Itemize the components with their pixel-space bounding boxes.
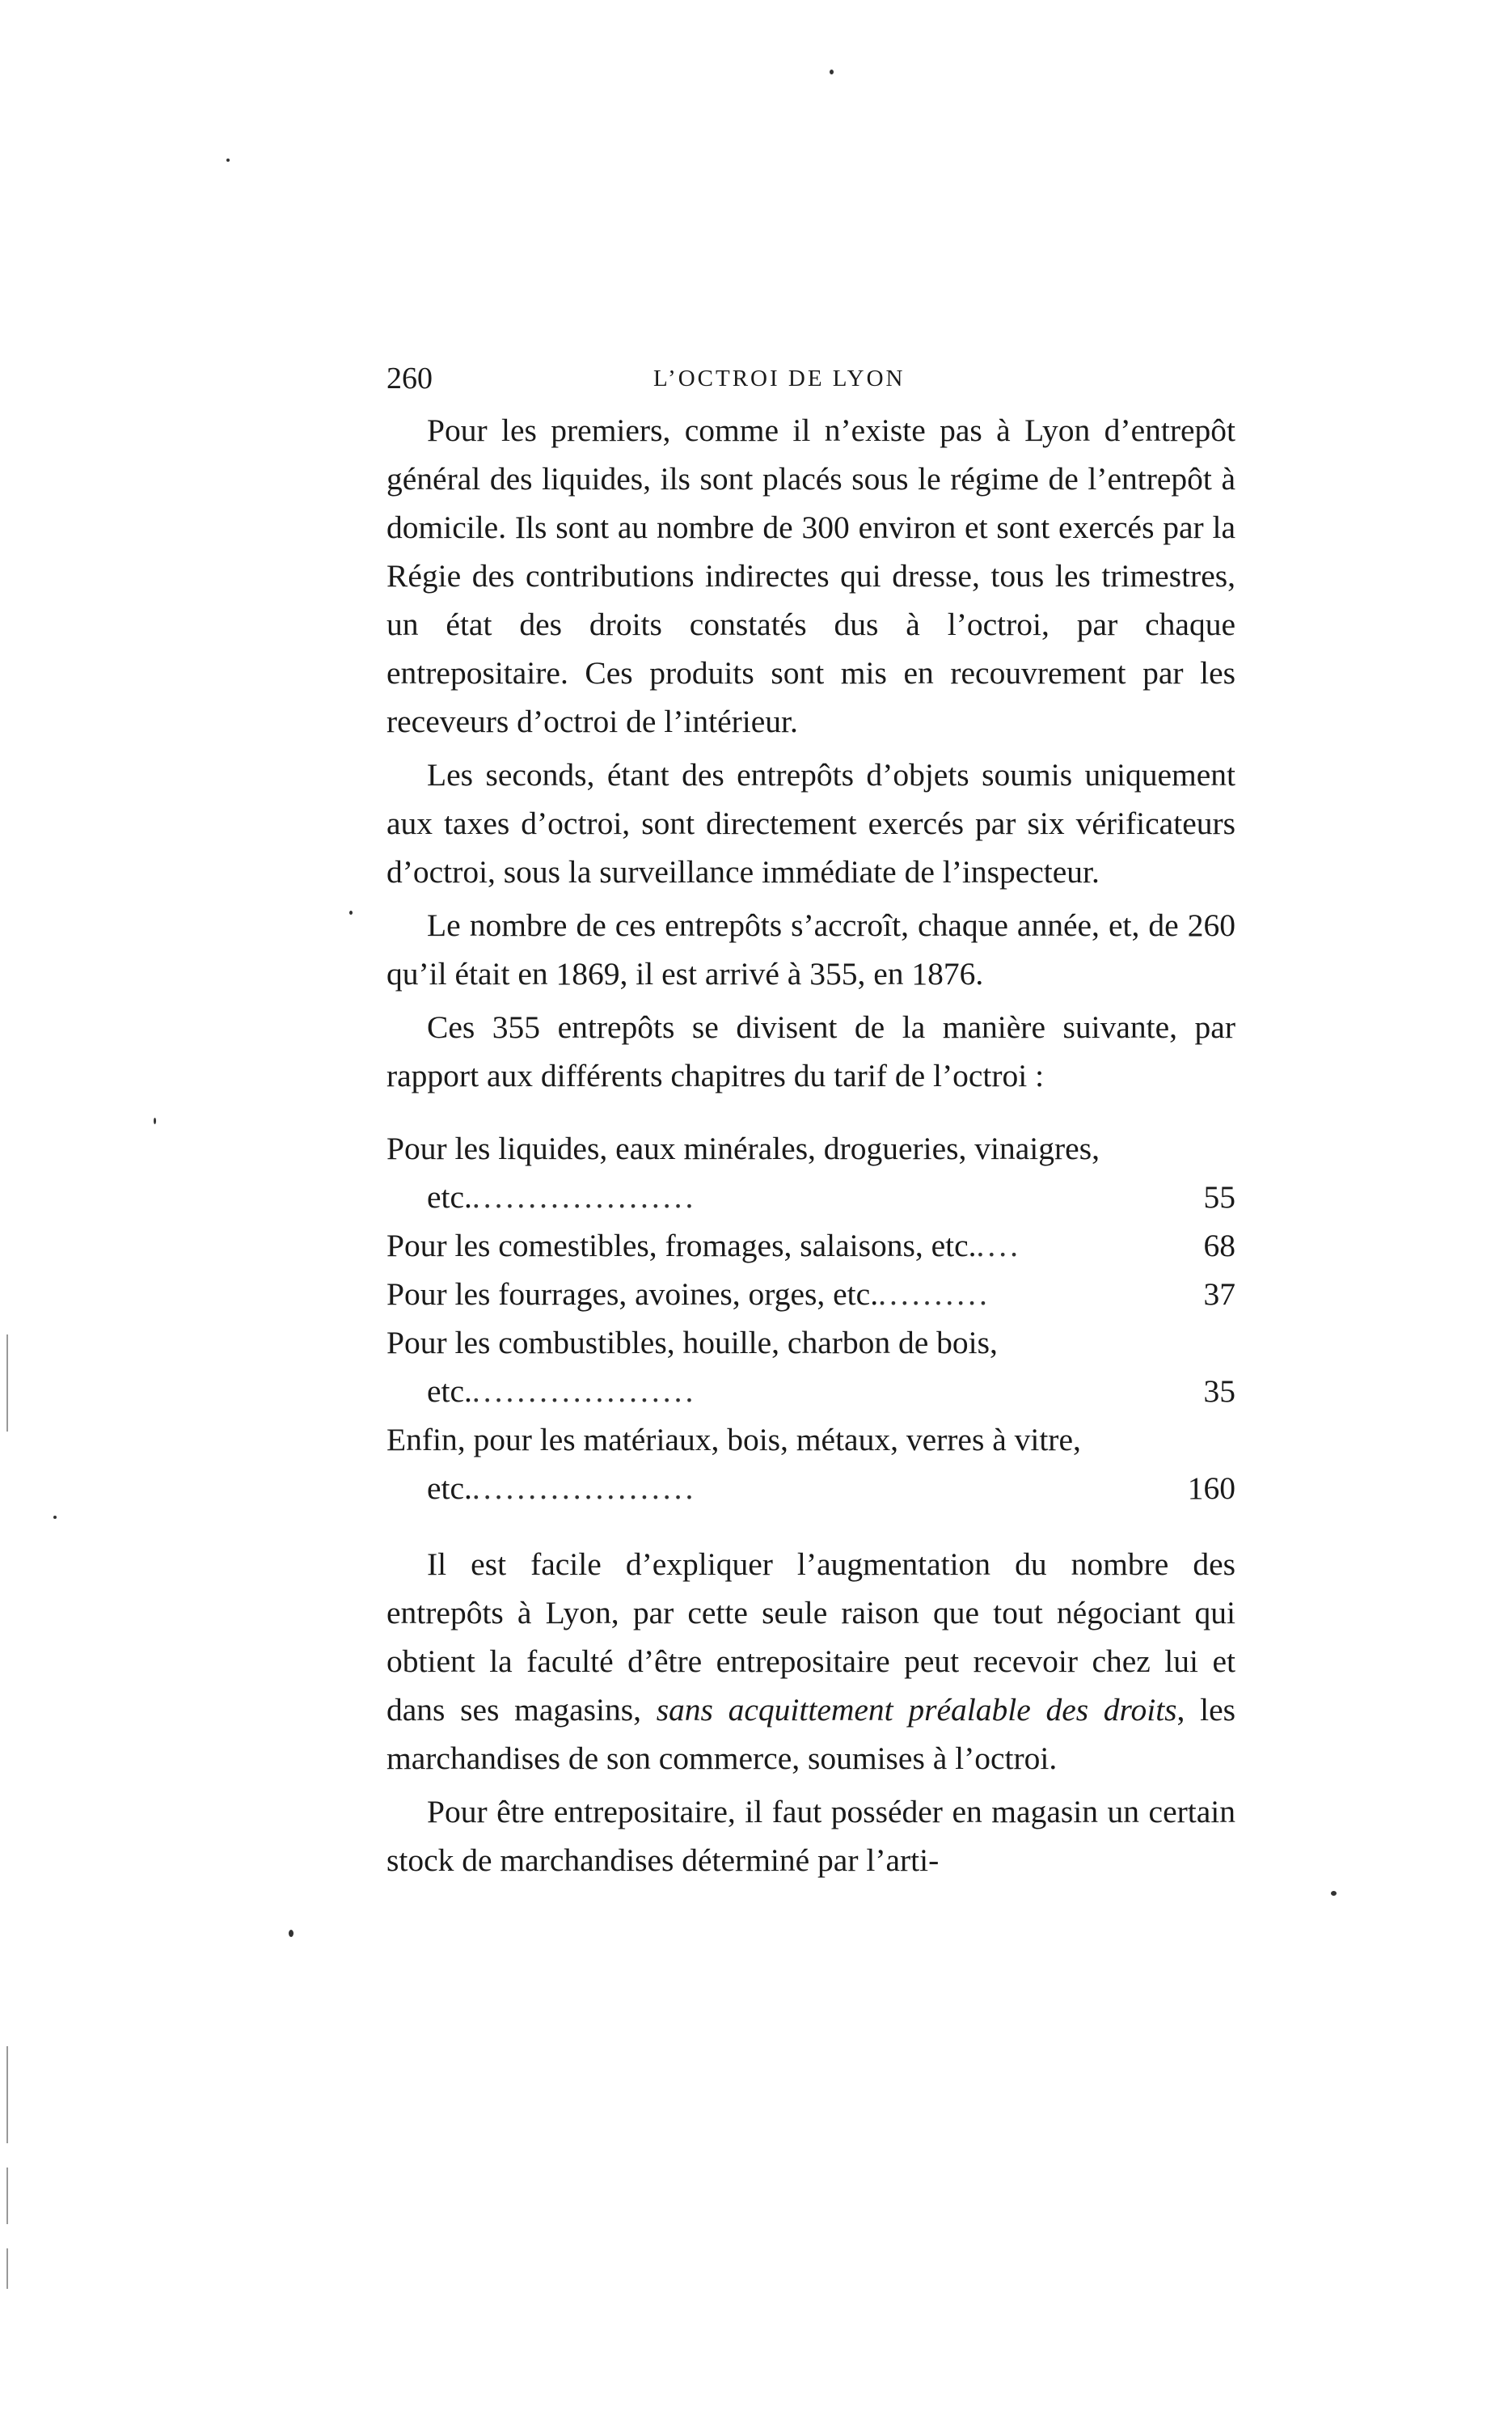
- list-item: [386, 1415, 1235, 1512]
- scan-speck: [226, 159, 230, 162]
- scan-speck: [289, 1930, 294, 1937]
- dot-leader: ....................: [471, 1470, 697, 1506]
- list-item-value: 160: [1187, 1470, 1235, 1506]
- dot-leader: ..........: [878, 1276, 990, 1312]
- paragraph-explanation-start: Il est facile d’expliquer l’augmentation du nombre des entrepôts à Lyon, par cette seule raison que tout négociant qui obtient la faculté d’être entrepositaire peut recevoir chez lui et dans ses magasins,: [386, 1546, 1235, 1728]
- list-item: [386, 1124, 1235, 1221]
- scan-speck: [830, 70, 834, 74]
- paragraph-requirement: Pour être entrepositaire, il faut posséder en magasin un certain stock de marchandises déterminé par l’arti-: [386, 1794, 1235, 1878]
- running-title: L’OCTROI DE LYON: [653, 366, 906, 391]
- list-item: [386, 1270, 1235, 1318]
- paragraph-division-intro: Ces 355 entrepôts se divisent de la manière suivante, par rapport aux différents chapitres du tarif de l’octroi :: [386, 1009, 1235, 1093]
- paragraph-entrepot-domicile: Pour les premiers, comme il n’existe pas à Lyon d’entrepôt général des liquides, ils sont placés sous le régime de l’entrepôt à domicile. Ils sont au nombre de 300 environ et sont exercés par la Régie des contributions indirectes qui dresse, tous les trimestres, un état des droits constatés dus à l’octroi, par chaque entrepositaire. Ces produits sont mis en recouvrement par les receveurs d’octroi de l’intérieur.: [386, 412, 1235, 739]
- scan-speck: [53, 1516, 57, 1519]
- margin-line: [6, 1334, 8, 1432]
- scan-speck: [154, 1118, 156, 1124]
- margin-line: [6, 2046, 8, 2143]
- list-item-label: Enfin, pour les matériaux, bois, métaux, verres à vitre, etc.: [386, 1422, 1081, 1506]
- list-item-value: 55: [1203, 1179, 1235, 1215]
- paragraph-seconds: Les seconds, étant des entrepôts d’objets soumis uniquement aux taxes d’octroi, sont directement exercés par six vérificateurs d’octroi, sous la surveillance immédiate de l’inspecteur.: [386, 757, 1235, 890]
- page-number: 260: [386, 362, 433, 395]
- scan-speck: [349, 911, 353, 915]
- dot-leader: ....................: [471, 1373, 697, 1409]
- list-item-label: Pour les liquides, eaux minérales, drogueries, vinaigres, etc.: [386, 1131, 1100, 1215]
- list-item-value: 68: [1203, 1228, 1235, 1263]
- paragraph-growth: Le nombre de ces entrepôts s’accroît, chaque année, et, de 260 qu’il était en 1869, il est arrivé à 355, en 1876.: [386, 907, 1235, 992]
- body-text: [386, 406, 1235, 1884]
- dot-leader: ....: [976, 1228, 1021, 1263]
- list-item-value: 35: [1203, 1373, 1235, 1409]
- dot-leader: ....................: [471, 1179, 697, 1215]
- list-item-label: Pour les fourrages, avoines, orges, etc.: [386, 1276, 879, 1312]
- list-item-label: Pour les combustibles, houille, charbon de bois, etc.: [386, 1325, 998, 1409]
- entrepot-breakdown-list: [386, 1124, 1235, 1512]
- list-item: [386, 1221, 1235, 1270]
- list-item: [386, 1318, 1235, 1415]
- paragraph-explanation-end: , les marchandises de son commerce, soumises à l’octroi.: [386, 1692, 1236, 1776]
- margin-line: [6, 2248, 8, 2289]
- list-item-label: Pour les comestibles, fromages, salaisons, etc.: [386, 1228, 977, 1263]
- margin-line: [6, 2168, 8, 2224]
- list-item-value: 37: [1203, 1276, 1235, 1312]
- scan-speck: [1331, 1891, 1337, 1896]
- page-header: [386, 354, 1235, 403]
- paragraph-explanation: [386, 1540, 1235, 1783]
- paragraph-explanation-italic: sans acquittement préalable des droits: [656, 1692, 1177, 1728]
